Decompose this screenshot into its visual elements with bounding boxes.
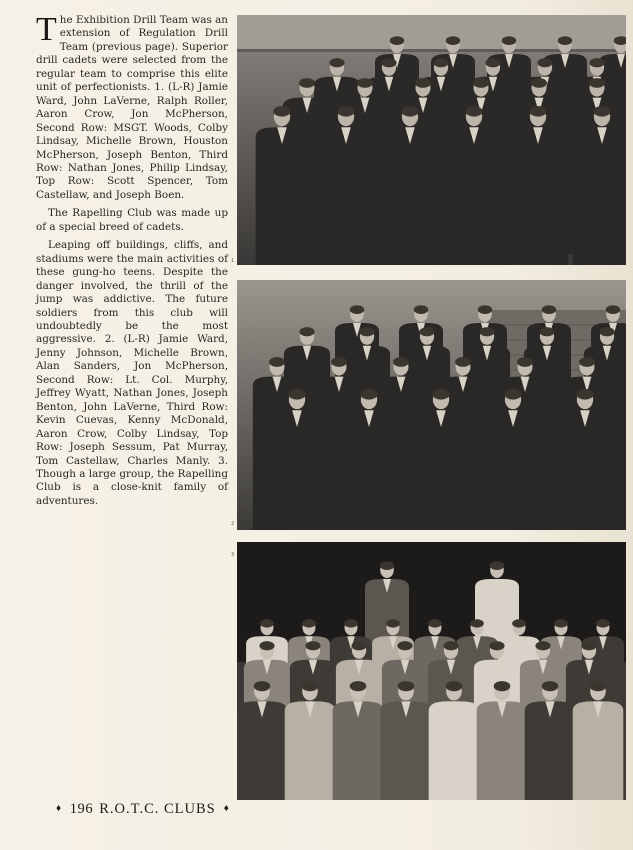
figure-hair (455, 357, 471, 367)
figure-body (559, 410, 612, 530)
figure-hair (479, 327, 494, 336)
diamond-left-icon: ♦ (56, 803, 62, 814)
figure-hair (490, 561, 504, 570)
drop-cap: T (36, 11, 57, 48)
figure-hair (465, 106, 482, 117)
figure-hair (590, 681, 607, 691)
figure-body (415, 410, 468, 530)
figure-hair (432, 389, 449, 400)
section-title: R.O.T.C. CLUBS (99, 801, 216, 817)
figure-hair (579, 357, 595, 367)
figure-hair (428, 619, 442, 627)
figure-hair (393, 357, 409, 367)
figure-hair (397, 641, 412, 650)
figure-hair (254, 681, 271, 691)
photo-rapelling-group-image (237, 542, 626, 800)
figure-hair (337, 106, 354, 117)
photo-rapelling-club (237, 280, 626, 530)
photo-number-2: 2 (231, 521, 235, 527)
figure-hair (386, 619, 400, 627)
photo-drill-team-image (237, 15, 626, 265)
figure-hair (504, 389, 521, 400)
figure-hair (599, 327, 614, 336)
figure-hair (554, 619, 568, 627)
figure-hair (433, 58, 448, 67)
figure-hair (531, 78, 547, 88)
figure-hair (593, 106, 610, 117)
figure-hair (259, 641, 274, 650)
figure-hair (537, 58, 552, 67)
figure-hair (539, 327, 554, 336)
figure-hair (351, 641, 366, 650)
figure-hair (529, 106, 546, 117)
figure-hair (415, 78, 431, 88)
figure-hair (596, 619, 610, 627)
figure-body (512, 127, 565, 265)
photo-drill-team (237, 15, 626, 265)
figure-hair (576, 389, 593, 400)
figure-hair (414, 305, 428, 314)
figure-hair (350, 305, 364, 314)
figure-hair (443, 641, 458, 650)
figure-hair (305, 641, 320, 650)
photo-rapelling-group (237, 542, 626, 800)
figure-hair (502, 36, 516, 45)
figure-hair (512, 619, 526, 627)
figure-hair (302, 619, 316, 627)
paragraph-drill-team (36, 11, 228, 202)
figure-hair (446, 681, 463, 691)
figure-hair (494, 681, 511, 691)
figure-hair (381, 58, 396, 67)
figure-body (576, 127, 626, 265)
photo-number-1: 1 (231, 258, 235, 264)
figure-body (256, 127, 309, 265)
figure-body (487, 410, 540, 530)
figure-hair (558, 36, 572, 45)
figure-hair (288, 389, 305, 400)
figure-body (384, 127, 437, 265)
figure-hair (331, 357, 347, 367)
photo-rapelling-club-image (237, 280, 626, 530)
figure-hair (390, 36, 404, 45)
figure-hair (398, 681, 415, 691)
figure-hair (359, 327, 374, 336)
figure-hair (350, 681, 367, 691)
figure-hair (419, 327, 434, 336)
paragraph-rapelling-intro: The Rapelling Club was made up of a special breed of cadets. (36, 207, 228, 233)
figure-hair (357, 78, 373, 88)
figure-hair (344, 619, 358, 627)
figure-hair (299, 78, 315, 88)
figure-hair (473, 78, 489, 88)
figure-hair (269, 357, 285, 367)
figure-hair (542, 305, 556, 314)
figure-hair (589, 58, 604, 67)
diamond-right-icon: ♦ (223, 803, 230, 814)
figure-hair (535, 641, 550, 650)
figure-body (343, 410, 396, 530)
photo-number-3: 3 (231, 552, 235, 558)
figure-hair (489, 641, 504, 650)
paragraph-rapelling-details: Leaping off buildings, cliffs, and stadiums were the main activities of these gung-ho teens. Despite the danger involved, the thrill of the jump was addictive. The future soldiers from this club will undoubtedly be the most aggressive. 2. (L-R) Jamie Ward, Jenny Johnson, Michelle Brown, Alan Sanders, Jon McPherson, Second Row: Lt. Col. Murphy, Jeffrey Wyatt, Nathan Jones, Joseph Benton, John LaVerne, Third Row: Kevin Cuevas, Kenny McDonald, Aaron Crow, Colby Lindsay, Top Row: Joseph Sessum, Pat Murray, Tom Castellaw, Charles Manly. 3. Though a large group, the Rapelling Club is a close-knit family of adventures. (36, 239, 228, 507)
figure-hair (401, 106, 418, 117)
figure-hair (517, 357, 533, 367)
figure-hair (470, 619, 484, 627)
figure-hair (542, 681, 559, 691)
figure-hair (478, 305, 492, 314)
figure-hair (606, 305, 620, 314)
figure-hair (581, 641, 596, 650)
page-footer (56, 801, 229, 818)
figure-body (320, 127, 373, 265)
figure-hair (485, 58, 500, 67)
figure-hair (380, 561, 394, 570)
figure-hair (589, 78, 605, 88)
article-text (36, 11, 228, 513)
figure-hair (329, 58, 344, 67)
page-number: 196 (69, 801, 94, 817)
figure-body (271, 410, 324, 530)
figure-hair (273, 106, 290, 117)
figure-hair (299, 327, 314, 336)
figure-hair (260, 619, 274, 627)
figure-hair (446, 36, 460, 45)
paragraph-drill-team-text: he Exhibition Drill Team was an extension of Regulation Drill Team (previous page). Superior drill cadets were selected from the regular team to comprise this elite unit of perfectionists. 1. (L-R) Jamie Ward, John LaVerne, Ralph Roller, Aaron Crow, Jon McPherson, Second Row: MSGT. Woods, Colby Lindsay, Michelle Brown, Houston McPherson, Joseph Benton, Third Row: Nathan Jones, Philip Lindsay, Top Row: Scott Spencer, Tom Castellaw, and Joseph Boen. (36, 14, 228, 201)
figure-hair (360, 389, 377, 400)
figure-hair (302, 681, 319, 691)
figure-body (448, 127, 501, 265)
